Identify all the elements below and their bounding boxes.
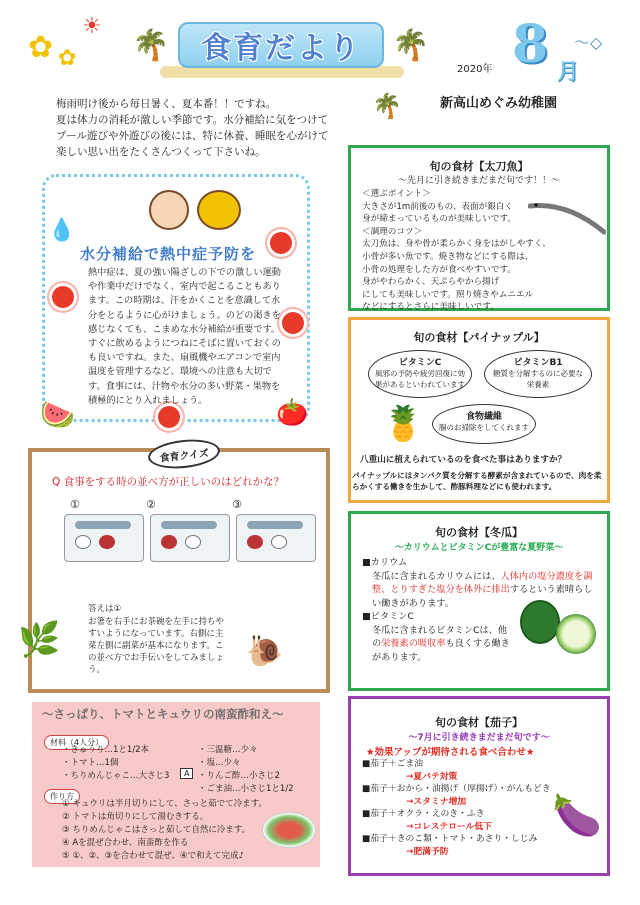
tachiuo-line: 小骨の処理をした方が食べやすいです。 [362, 264, 517, 275]
tachiuo-line: ＜調理のコツ＞ [362, 226, 423, 237]
marker-a: A [180, 768, 193, 779]
steps-pill: 作り方 [44, 789, 80, 804]
vitamin-c-text [362, 624, 512, 665]
tachiuo-line: 身が締まっているものが美味しいです。 [362, 214, 517, 225]
palm-tree-icon: 🌴 [132, 28, 170, 63]
togan-subtitle: ～カリウムとビタミンCが豊富な夏野菜～ [394, 543, 564, 553]
sun-icon [270, 232, 292, 254]
tomato-icon: 🍅 [276, 398, 309, 428]
potassium-text-1: 冬瓜に含まれるカリウムには、 [372, 570, 501, 582]
leaf-icon: 🌿 [18, 620, 61, 660]
recipe-step: ④ Aを混ぜ合わせ、南蛮酢を作る [62, 838, 189, 848]
ingredient-line: ・塩…少々 [198, 758, 241, 768]
kindergarten-name: 新高山めぐみ幼稚園 [440, 96, 558, 111]
palm-sign-icon: 🌴 [372, 92, 402, 120]
winter-melon-icon [520, 600, 560, 644]
fiber-bubble [432, 404, 536, 444]
fiber-title: 食物繊維 [465, 412, 502, 422]
quiz-option-2-tray [150, 514, 230, 562]
tachiuo-title: 旬の食材【太刀魚】 [429, 160, 529, 173]
dish-photo [262, 812, 316, 848]
heatstroke-title: 水分補給で熱中症予防を [80, 245, 257, 263]
nasu-subtitle: ～7月に引き続きまだまだ旬です～ [408, 733, 550, 743]
quiz-option-3-tray [236, 514, 316, 562]
recipe-step: ① キュウリは半月切りにして、さっと茹でて冷ます。 [62, 799, 267, 809]
eggplant-icon: 🍆 [552, 793, 602, 839]
fiber-body: 腸のお掃除をしてくれます [439, 423, 529, 432]
quiz-option-1-tray [64, 514, 144, 562]
watermelon-icon: 🍉 [40, 398, 75, 431]
intro-line: プール遊びや外遊びの後には、特に休養、睡眠を心がけて [56, 130, 329, 142]
sun-icon [52, 286, 74, 308]
quiz-badge: 食育クイズ [147, 436, 222, 471]
recipe-step: ⑤ ①、②、③を合わせて混ぜ、④で和えて完成♪ [62, 851, 244, 861]
combo-effect: →コレステロール低下 [406, 821, 492, 832]
sun-icon: ☀ [82, 14, 102, 39]
tachiuo-line: 小骨が多い魚です。焼き物などにする際は、 [362, 251, 534, 262]
tachiuo-line: にしても美味しいです。照り焼きやムニエル [362, 289, 534, 300]
sun-icon [158, 406, 180, 428]
intro-text [56, 96, 356, 160]
combo-item: ■茄子＋きのこ類・トマト・あさり・しじみ [362, 834, 538, 844]
vitamin-c-head: ■ビタミンC [362, 611, 414, 622]
ingredients-left [62, 744, 169, 783]
month-kanji: 月 [557, 60, 580, 85]
intro-line: 楽しい思い出をたくさんつくって下さいね。 [56, 146, 266, 158]
potassium-highlight: 人体内の塩分濃度を調整、とりすぎた塩分を体外に排出 [372, 570, 593, 595]
quiz-question: Q 食事をする時の並べ方が正しいのはどれかな？ [52, 476, 285, 488]
ingredient-line: ・トマト…1個 [62, 758, 119, 768]
ingredient-line: ・りんご酢…小さじ2 [198, 771, 280, 781]
nasu-headline: ★効果アップが期待される食べ合わせ★ [366, 747, 535, 758]
recipe-title: ～さっぱり、トマトとキュウリの南蛮酢和え～ [42, 707, 284, 721]
quiz-answer: 答えは① [88, 604, 122, 614]
tachiuo-subtitle: ～先月に引き続きまだまだ旬です！！～ [397, 176, 560, 186]
combo-effect: →夏バテ対策 [406, 771, 458, 782]
nasu-title: 旬の食材【茄子】 [435, 716, 523, 729]
year-label: 2020年 [457, 64, 493, 75]
water-drop-icon: 💧 [48, 218, 76, 243]
quiz-option-number: ① [70, 498, 80, 511]
tachiuo-line: 太刀魚は、身や骨が柔らかく身をはがしやすく、 [362, 239, 551, 250]
sunflower-icon: ✿ [28, 30, 54, 65]
vitamin-c-text-1: 冬瓜に含まれるビタミンCは、 [372, 624, 498, 636]
vitamin-b1-body: 糖質を分解するのに必要な栄養素 [493, 369, 583, 389]
intro-line: 夏は体力の消耗が激しい季節です。水分補給に気をつけて [56, 114, 329, 126]
vitamin-c-highlight: 栄養素の吸収率 [381, 638, 446, 649]
vitamin-c-text-2: 他の [372, 624, 508, 649]
vitamin-c-text-3: も良くする働きがあります。 [372, 638, 510, 663]
quiz-option-number: ③ [232, 498, 242, 511]
intro-line: 梅雨明け後から毎日暑く、夏本番！！ですね。 [56, 98, 277, 110]
pineapple-question: 八重山に植えられているのを食べた事はありますか？ [360, 455, 567, 465]
pineapple-title: 旬の食材【パイナップル】 [413, 331, 545, 344]
quiz-option-number: ② [146, 498, 156, 511]
potassium-head: ■カリウム [362, 557, 408, 568]
snail-icon: 🐌 [246, 634, 284, 669]
fish-icon: 〜◇ [574, 33, 603, 52]
combo-item: ■茄子＋オクラ・えのき・ふき [362, 809, 485, 819]
tachiuo-line: ＜選ぶポイント＞ [362, 189, 431, 199]
page-title: 食育だより [178, 22, 384, 68]
togan-title: 旬の食材【冬瓜】 [435, 526, 523, 539]
heatstroke-body: 熱中症は、夏の強い陽ざしの下での激しい運動や作業中だけでなく、室内で起こることもあります。この時期は、汗をかくことを意識して水分をとるように心がけましょう。のどの渇きを感じなくても、こまめな水分補給が重要です。すぐに飲めるようにつねにそばに置いておくのも良いですね。また、扇風機やエアコンで室内温度を管理するなど、環境への注意も大切です。食事には、汁物や水分の多い野菜・果物を積極的にとり入れましょう。 [88, 267, 281, 406]
ingredient-line: ・三温糖…少々 [198, 745, 258, 755]
tachiuo-line: 身がやわらかく、天ぷらやから揚げ [362, 277, 500, 288]
tachiuo-line: などにするとさらに美味しいです。 [362, 302, 499, 313]
combo-effect: →スタミナ増加 [406, 796, 467, 807]
vitamin-b1-bubble [484, 350, 592, 398]
pineapple-body: パイナップルにはタンパク質を分解する酵素が含まれているので、肉を柔らかくする働きを生かして、酢豚料理などにも使われます。 [352, 471, 602, 491]
quiz-explanation: お箸を右手にお茶碗を左手に持ちやすいようになっています。右側に主菜左側に副菜が基本になります。この並べ方でお手伝いをしてみましょう。 [88, 617, 225, 675]
vitamin-c-body: 風邪の予防や疲労回復に効果があるといわれています [375, 369, 465, 389]
children-drinking-illustration [140, 182, 250, 238]
ingredient-line: ・ちりめんじゃこ…大さじ3 [62, 771, 170, 781]
ingredient-line: ・きゅうり…1と1/2本 [62, 745, 150, 755]
pineapple-icon: 🍍 [382, 404, 425, 444]
potassium-text [362, 570, 600, 611]
combo-item: ■茄子＋ごま油 [362, 759, 424, 769]
tachiuo-line: 大きさが1m前後のもの、表面が銀白く [362, 201, 513, 212]
recipe-step: ② トマトは角切りにして湯むきする。 [62, 812, 209, 822]
winter-melon-slice-icon [556, 614, 596, 654]
month-number: 8 [512, 14, 549, 75]
recipe-step: ③ ちりめんじゃこはさっと茹して自然に冷ます。 [62, 825, 251, 835]
ingredient-line: ・ごま油…小さじ1と1/2 [198, 784, 294, 794]
ingredients-pill: 材料（4人分） [44, 735, 109, 750]
ingredients-right [198, 744, 294, 796]
combo-effect: →肥満予防 [406, 846, 449, 857]
vitamin-c-title: ビタミンC [398, 358, 442, 368]
cutlassfish-illustration [528, 198, 606, 238]
vitamin-b1-title: ビタミンB1 [513, 358, 563, 368]
potassium-text-2: するという素晴らしい働きがあります。 [372, 584, 593, 609]
vitamin-c-bubble [368, 350, 472, 398]
sunflower-icon: ✿ [58, 46, 77, 71]
combo-item: ■茄子＋おから・油揚げ（厚揚げ）・がんもどき [362, 784, 551, 794]
palm-tree-icon: 🌴 [392, 28, 430, 63]
recipe-steps [62, 798, 268, 863]
